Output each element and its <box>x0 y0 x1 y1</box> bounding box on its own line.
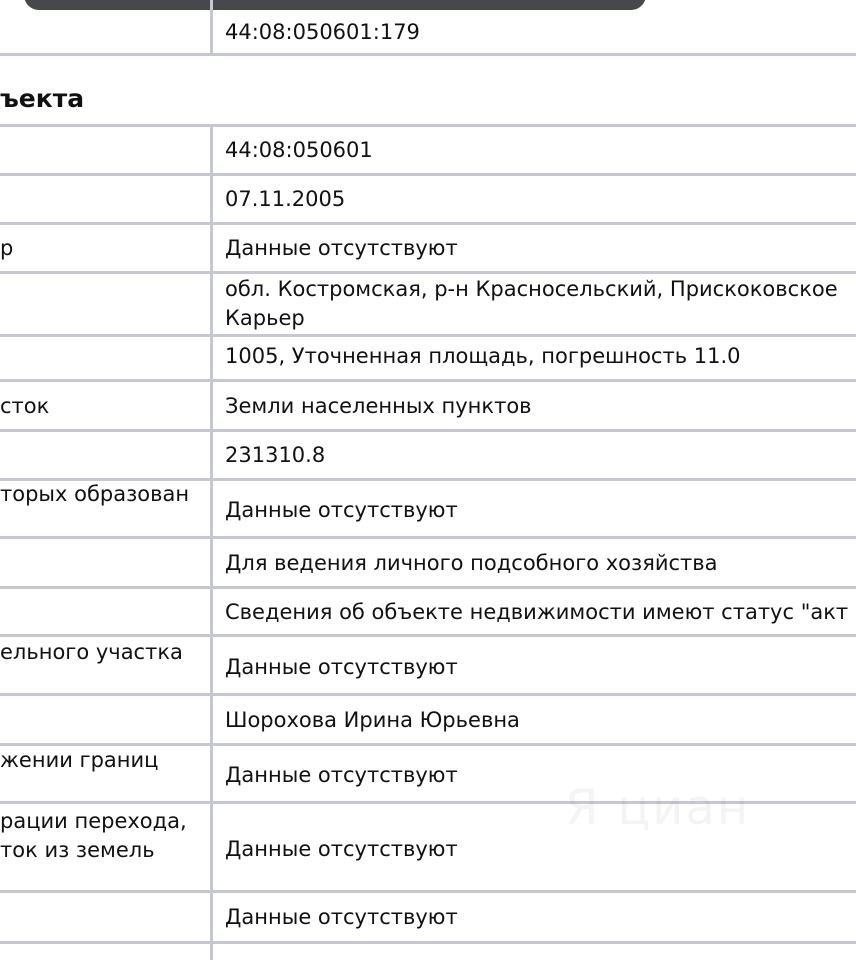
address-value-line2: Карьер <box>225 306 305 330</box>
registration-date-value: 07.11.2005 <box>225 187 346 211</box>
table-row <box>0 903 856 933</box>
cadastral-value: 231310.8 <box>225 443 326 467</box>
row-label <box>0 706 210 736</box>
table-row <box>0 136 856 166</box>
row-label: жении границ <box>0 748 159 772</box>
table-row <box>0 18 856 48</box>
row-divider <box>0 429 856 432</box>
top-overlay-bar <box>24 0 646 10</box>
row-divider <box>0 890 856 893</box>
row-label <box>0 598 210 628</box>
row-divider <box>0 173 856 176</box>
row-label: торых образован <box>0 482 190 506</box>
cadastral-number-value: 44:08:050601:179 <box>225 20 420 44</box>
row-value: Данные отсутствуют <box>225 236 458 260</box>
row-label <box>0 549 210 579</box>
cian-watermark: Я циан <box>565 780 751 836</box>
quarter-number-value: 44:08:050601 <box>225 138 373 162</box>
row-label: ельного участка <box>0 640 183 664</box>
row-divider <box>0 693 856 696</box>
row-label: р <box>0 236 14 260</box>
permitted-use-value: Для ведения личного подсобного хозяйства <box>225 551 718 575</box>
table-row <box>0 275 856 335</box>
row-label: сток <box>0 394 50 418</box>
row-divider <box>0 586 856 589</box>
row-value: Данные отсутствуют <box>225 655 458 679</box>
area-value: 1005, Уточненная площадь, погрешность 11.0 <box>225 344 741 368</box>
row-divider <box>0 634 856 637</box>
section-title: ъекта <box>0 84 85 113</box>
row-divider <box>0 222 856 225</box>
table-row <box>0 392 856 422</box>
address-value: обл. Костромская, р-н Красносельский, Прискоковское <box>225 277 838 301</box>
table-row <box>0 185 856 215</box>
row-value: Данные отсутствуют <box>225 498 458 522</box>
row-divider <box>0 536 856 539</box>
row-label <box>0 136 210 166</box>
table-row <box>0 441 856 471</box>
table-row <box>0 480 856 536</box>
row-value: Данные отсутствуют <box>225 837 458 861</box>
engineer-name-value: Шорохова Ирина Юрьевна <box>225 708 520 732</box>
status-value: Сведения об объекте недвижимости имеют статус "акт <box>225 600 849 624</box>
table-row <box>0 234 856 264</box>
row-label <box>0 903 210 933</box>
row-label <box>0 342 210 372</box>
row-divider <box>0 941 856 944</box>
row-label <box>0 185 210 215</box>
row-label <box>0 275 210 335</box>
table-row <box>0 598 856 628</box>
row-value: Данные отсутствуют <box>225 905 458 929</box>
table-row <box>0 638 856 694</box>
table-row <box>0 342 856 372</box>
row-label-line2: ток из земель <box>0 838 155 862</box>
row-label <box>0 441 210 471</box>
row-divider <box>0 53 856 56</box>
table-row <box>0 549 856 579</box>
row-divider <box>0 379 856 382</box>
land-category-value: Земли населенных пунктов <box>225 394 532 418</box>
row-divider <box>0 271 856 274</box>
row-divider <box>0 334 856 337</box>
row-value: Данные отсутствуют <box>225 763 458 787</box>
row-label: рации перехода, <box>0 809 187 833</box>
table-row <box>0 706 856 736</box>
row-divider <box>0 124 856 127</box>
